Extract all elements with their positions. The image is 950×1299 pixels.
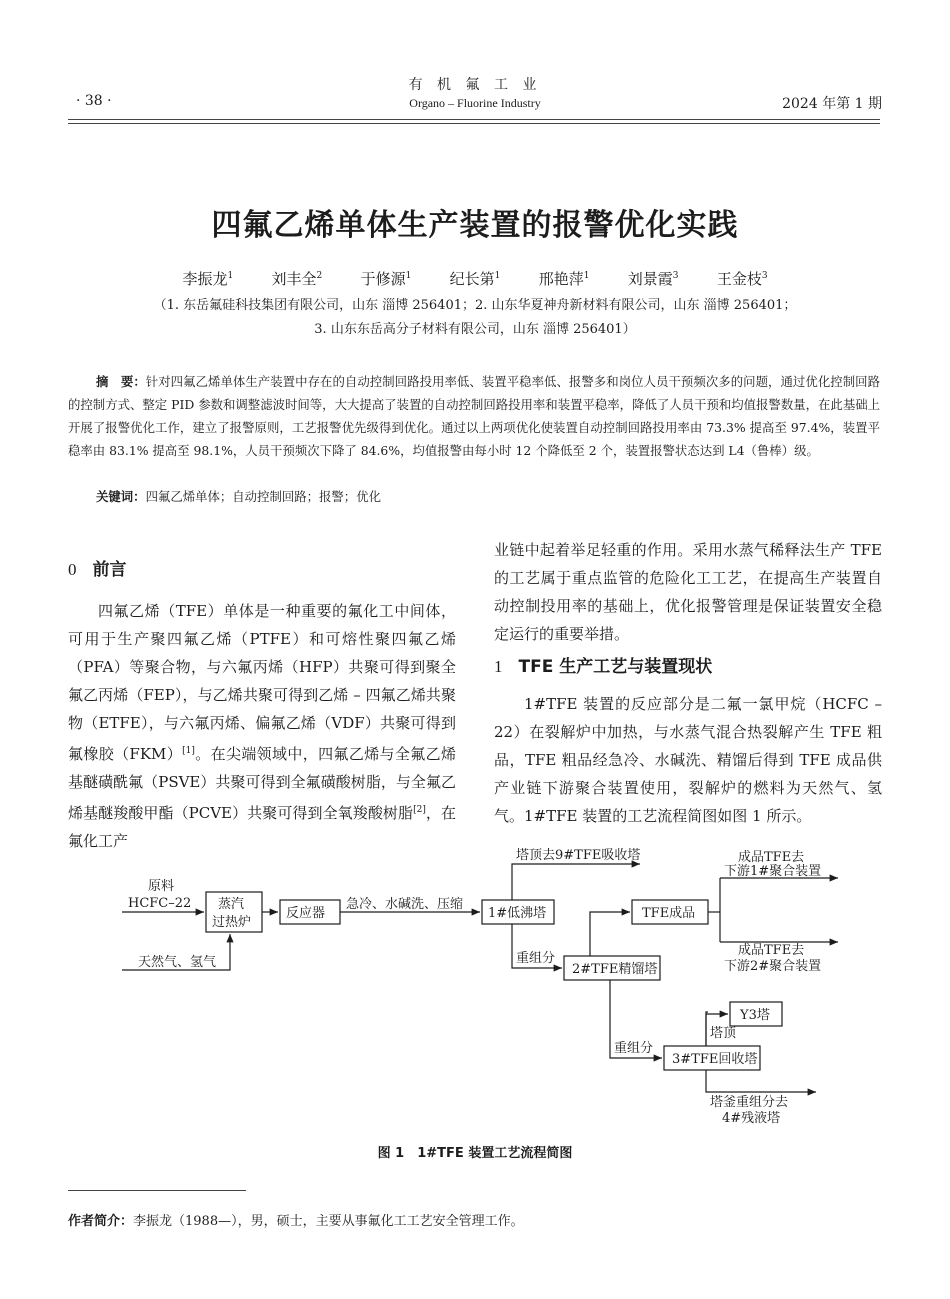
- header-rule-top: [68, 119, 880, 120]
- rectifier-label: 2#TFE精馏塔: [572, 962, 658, 977]
- top-out-label: 塔顶去9#TFE吸收塔: [516, 848, 641, 863]
- author-bio: [68, 1210, 524, 1229]
- page-number: · 38 ·: [76, 93, 112, 109]
- author-affil-mark: 1: [227, 271, 234, 281]
- author-affil-mark: 3: [672, 271, 679, 281]
- section-1-heading: [494, 652, 712, 677]
- intro-paragraph: [68, 597, 456, 855]
- feed-label: HCFC–22: [128, 896, 192, 911]
- author-list: [0, 268, 950, 289]
- heater-label: 过热炉: [212, 915, 252, 930]
- author-name: 刘景霞: [627, 270, 673, 288]
- reactor-label: 反应器: [286, 906, 326, 921]
- tower-top-label: 塔顶: [710, 1026, 737, 1041]
- product-arrow: [590, 912, 630, 956]
- author-name: 刘丰全: [271, 270, 317, 288]
- bottom-label: 塔釜重组分去: [710, 1095, 789, 1110]
- output-label: 成品TFE去: [738, 943, 805, 958]
- abstract-text: 针对四氟乙烯单体生产装置中存在的自动控制回路投用率低、装置平稳率低、报警多和岗位人员干预频次多的问题，通过优化控制回路的控制方式、整定 PID 参数和调整滤波时间等，大大提高了装置的自动控制回路投用率和装置平稳率，降低了人员干预和均值报警数量，在此基础上开展了报警优化工作，建立了报警原则，工艺报警优先级得到优化。通过以上两项优化使装置自动控制回路投用率由 73.3% 提高至 97.4%，装置平稳率由 83.1% 提高至 98.1%，人员干预频次下降了 84.6%，均值报警由每小时 12 个降低至 2 个，装置报警状态达到 L4（鲁棒）级。: [68, 374, 880, 458]
- paper-title: 四氟乙烯单体生产装置的报警优化实践: [211, 208, 739, 243]
- tfe-product-label: TFE成品: [642, 906, 696, 921]
- author-name: 李振龙: [182, 270, 228, 288]
- author-name: 邢艳萍: [538, 270, 584, 288]
- affiliation-line-1: （1. 东岳氟硅科技集团有限公司，山东 淄博 256401；2. 山东华夏神舟新材料有限公司，山东 淄博 256401；: [153, 298, 797, 313]
- heavy-label: 重组分: [516, 951, 556, 966]
- y3-label: Y3塔: [740, 1008, 770, 1023]
- author-affil-mark: 1: [583, 271, 590, 281]
- section-number: 0: [68, 560, 77, 579]
- author-affil-mark: 1: [494, 271, 501, 281]
- author-name: 于修源: [360, 270, 406, 288]
- output-label: 下游2#聚合装置: [724, 959, 822, 974]
- author-affil-mark: 1: [405, 271, 412, 281]
- section-title: TFE 生产工艺与装置现状: [518, 657, 713, 677]
- journal-title-en: Organo – Fluorine Industry: [409, 96, 541, 110]
- keywords-text: 四氟乙烯单体；自动控制回路；报警；优化: [145, 489, 381, 504]
- heater-label: 蒸汽: [218, 897, 245, 912]
- citation-ref[interactable]: [2]: [413, 805, 426, 815]
- author-name: 纪长第: [449, 270, 495, 288]
- bottom-arrow: [706, 1070, 816, 1092]
- author-name: 王金枝: [716, 270, 762, 288]
- figure-caption: 图 1 1#TFE 装置工艺流程简图: [377, 1146, 573, 1161]
- section-title: 前言: [92, 560, 127, 580]
- abstract: [68, 370, 880, 462]
- section-number: 1: [494, 657, 503, 676]
- section-0-heading: [68, 555, 127, 580]
- output-label: 下游1#聚合装置: [724, 864, 822, 879]
- low-boiler-label: 1#低沸塔: [488, 906, 547, 921]
- author-affil-mark: 2: [316, 271, 323, 281]
- recovery-label: 3#TFE回收塔: [672, 1052, 758, 1067]
- top-out-arrow: [512, 864, 640, 900]
- intro-text-c: ，在氟化工产: [68, 804, 456, 850]
- author-affil-mark: 3: [761, 271, 768, 281]
- feed-label: 原料: [148, 879, 175, 894]
- process-paragraph: 1#TFE 装置的反应部分是二氟一氯甲烷（HCFC – 22）在裂解炉中加热，与水蒸气混合热裂解产生 TFE 粗品，TFE 粗品经急冷、水碱洗、精馏后得到 TFE 成品供产业链下游聚合装置使用，裂解炉的燃料为天然气、氢气。1#TFE 装置的工艺流程简图如图 1 所示。: [494, 695, 882, 825]
- journal-title-cn: 有 机 氟 工 业: [408, 77, 542, 93]
- keywords-label: 关键词：: [96, 489, 146, 504]
- keywords: [96, 487, 381, 505]
- citation-ref[interactable]: [1]: [182, 746, 195, 756]
- heavy-label: 重组分: [614, 1041, 654, 1056]
- author-bio-text: 李振龙（1988—），男，硕士，主要从事氟化工工艺安全管理工作。: [133, 1214, 524, 1229]
- process-label: 急冷、水碱洗、压缩: [346, 897, 464, 912]
- intro-text-a: 四氟乙烯（TFE）单体是一种重要的氟化工中间体，可用于生产聚四氟乙烯（PTFE）和可熔性聚四氟乙烯（PFA）等聚合物，与六氟丙烯（HFP）共聚可得到聚全氟乙丙烯（FEP），与乙烯共聚可得到乙烯 – 四氟乙烯共聚物（ETFE），与六氟丙烯、偏氟乙烯（VDF）共聚可得到氟橡胶（FKM）: [68, 602, 456, 763]
- process-flow-diagram: [110, 842, 840, 1132]
- intro-text-b: 。在尖端领域中，四氟乙烯与全氟乙烯基醚磺酰氟（PSVE）共聚可得到全氟磺酸树脂，与全氟乙烯基醚羧酸甲酯（PCVE）共聚可得到全氧羧酸树脂: [68, 745, 456, 822]
- intro-paragraph-continued: 业链中起着举足轻重的作用。采用水蒸气稀释法生产 TFE 的工艺属于重点监管的危险化工工艺，在提高生产装置自动控制投用率的基础上，优化报警管理是保证装置安全稳定运行的重要举措。: [494, 541, 882, 643]
- output-label: 成品TFE去: [738, 850, 805, 865]
- fuel-label: 天然气、氢气: [138, 955, 217, 970]
- footnote-rule: [68, 1190, 246, 1191]
- affiliation-line-2: 3. 山东东岳高分子材料有限公司，山东 淄博 256401）: [314, 322, 636, 337]
- author-bio-label: 作者简介：: [68, 1214, 134, 1229]
- header-rule-bottom: [68, 123, 880, 124]
- bottom-label: 4#残液塔: [722, 1111, 781, 1126]
- abstract-label: 摘 要：: [96, 374, 146, 389]
- issue-label: 2024 年第 1 期: [782, 96, 882, 112]
